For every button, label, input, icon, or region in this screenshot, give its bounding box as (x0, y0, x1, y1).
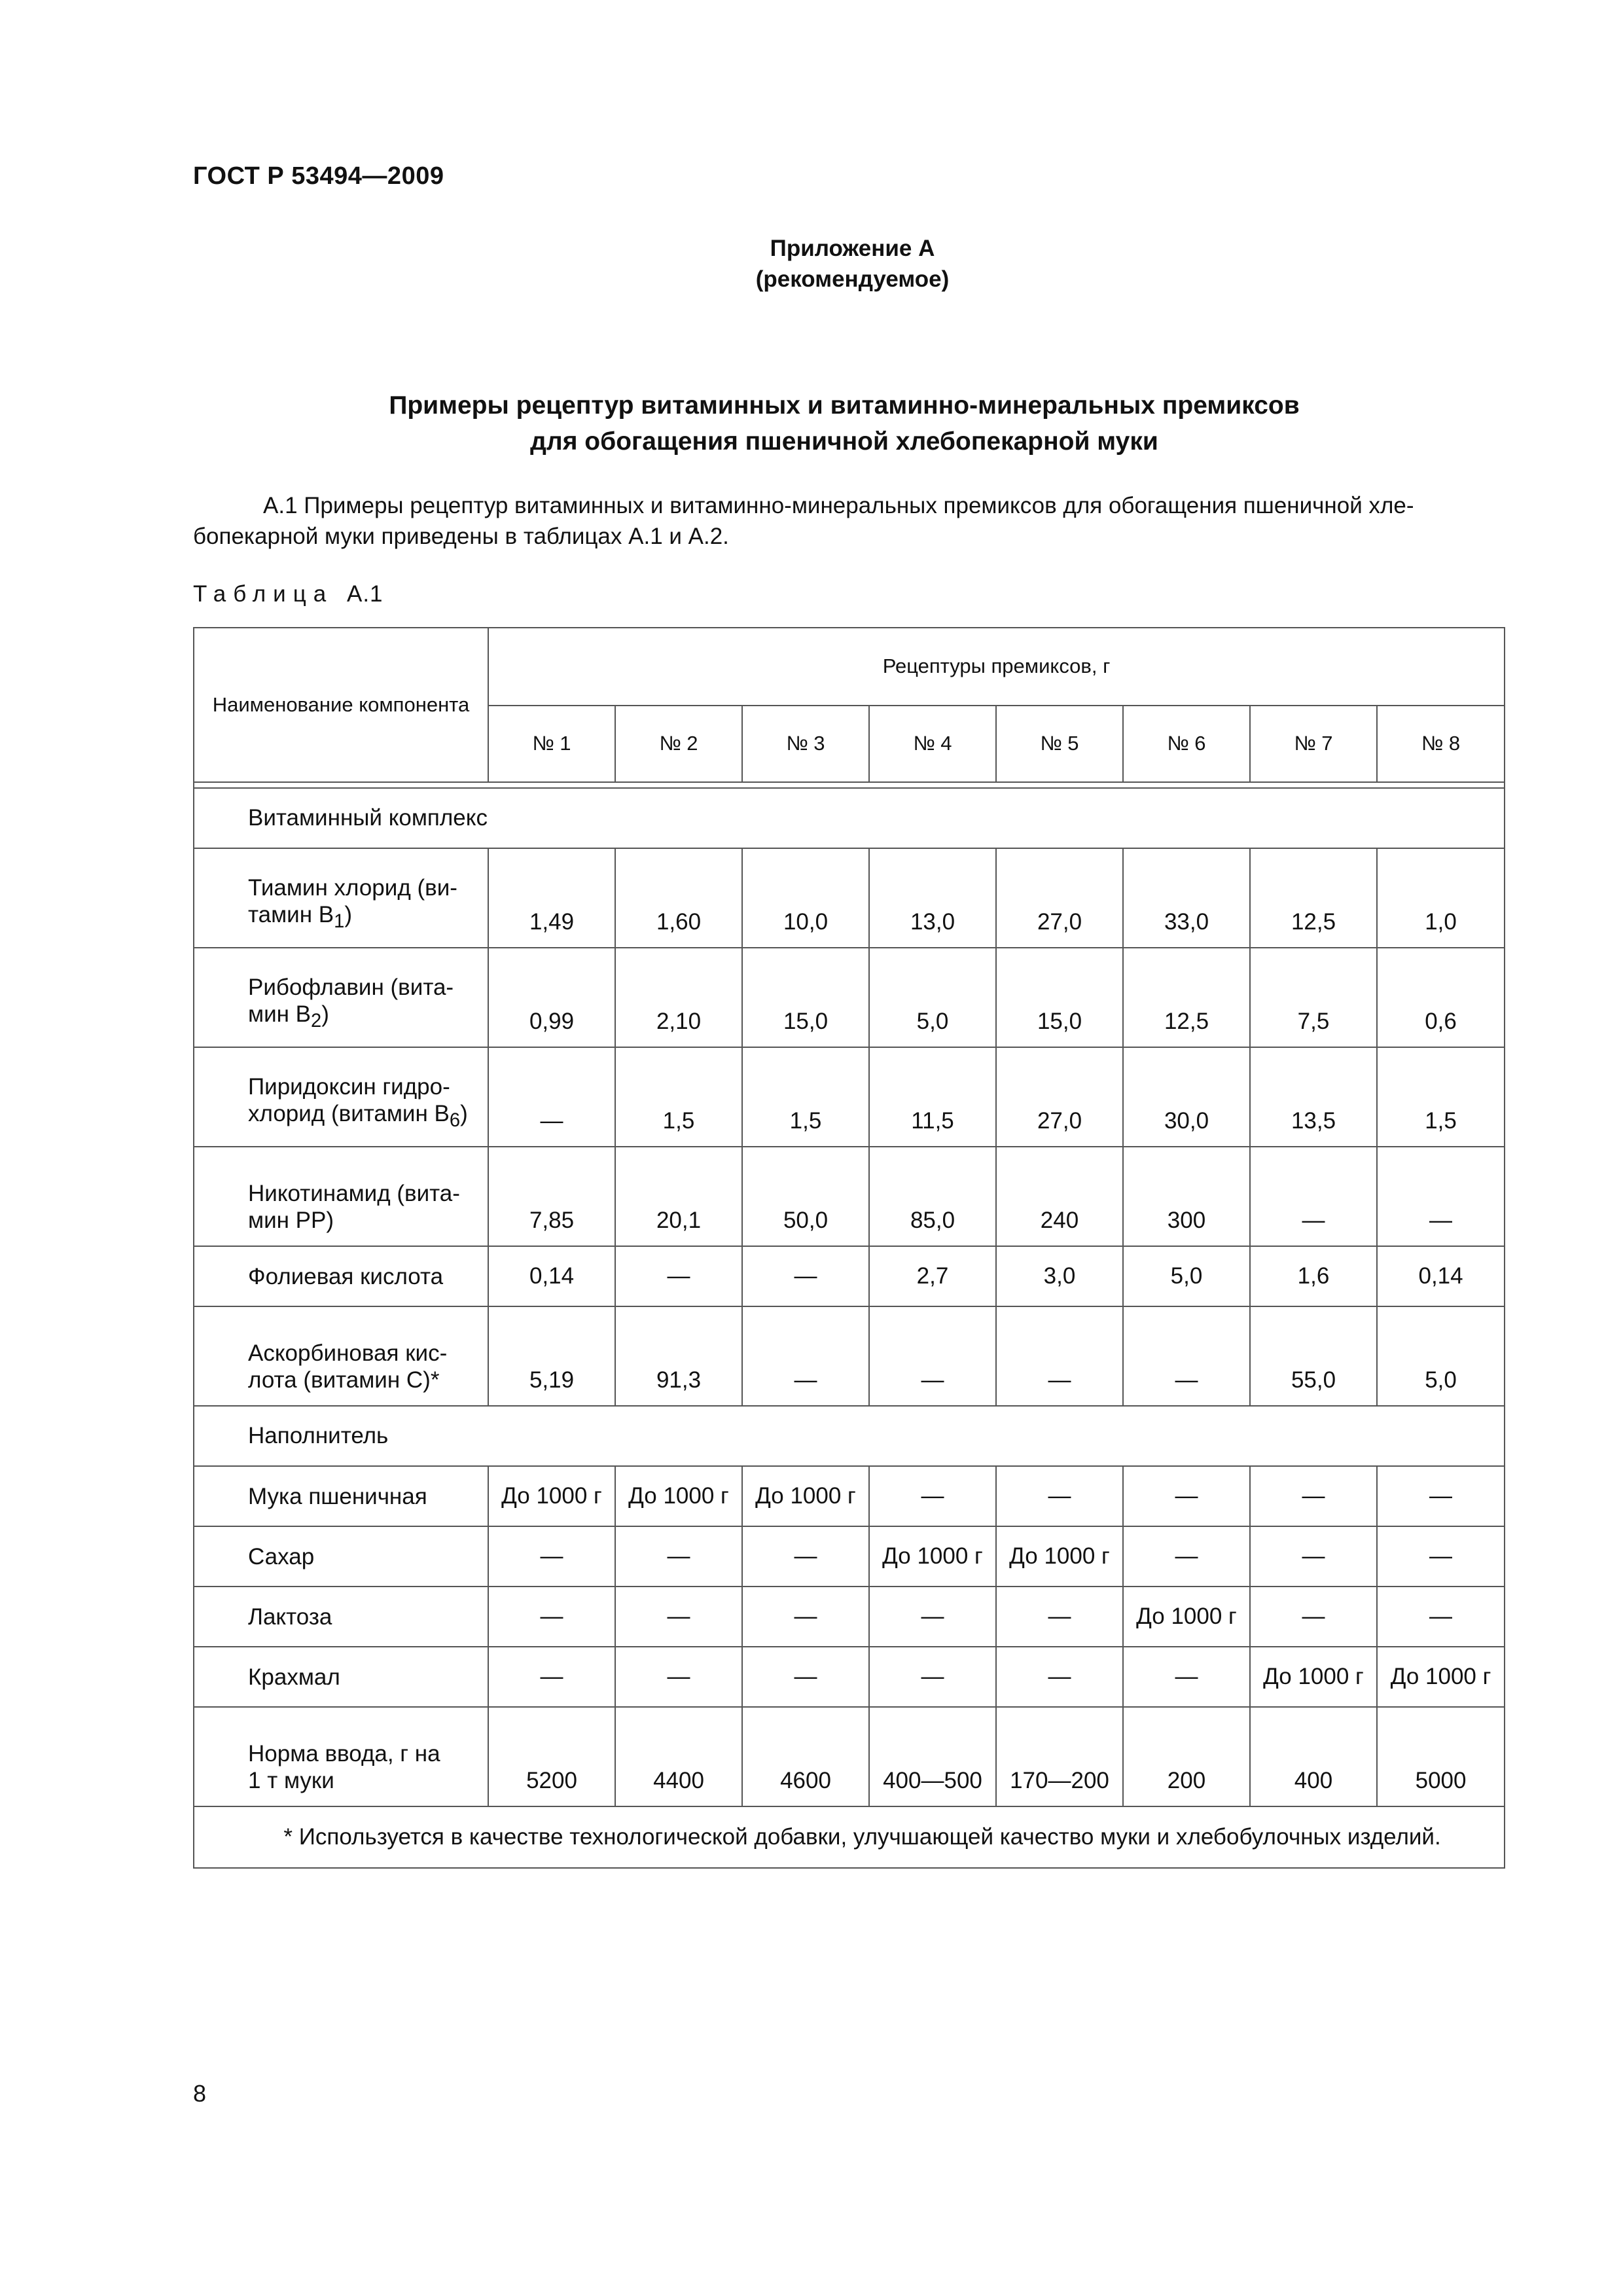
header-col-1: № 1 (488, 706, 615, 783)
header-component-name: Наименование компонента (194, 628, 488, 782)
cell-value: — (996, 1306, 1123, 1406)
cell-value: — (1250, 1587, 1377, 1647)
cell-value: До 1000 г (869, 1526, 996, 1587)
cell-value: 1,60 (615, 848, 742, 948)
row-name (194, 1147, 488, 1246)
cell-value: 4400 (615, 1707, 742, 1806)
row-name-part: Аскорбиновая кис- (248, 1340, 448, 1366)
row-name-part: лота (витамин С)* (248, 1367, 440, 1393)
cell-value: 400—500 (869, 1707, 996, 1806)
cell-value: 1,5 (742, 1047, 869, 1147)
cell-value: — (869, 1306, 996, 1406)
cell-value: — (996, 1466, 1123, 1526)
cell-value: 1,5 (615, 1047, 742, 1147)
header-col-3: № 3 (742, 706, 869, 783)
cell-value: — (1250, 1526, 1377, 1587)
cell-value: 55,0 (1250, 1306, 1377, 1406)
cell-value: 3,0 (996, 1246, 1123, 1306)
row-name-part: мин РР) (248, 1208, 334, 1233)
cell-value: — (1123, 1466, 1250, 1526)
header-col-2: № 2 (615, 706, 742, 783)
appendix-heading (0, 233, 1623, 295)
cell-value: 0,14 (488, 1246, 615, 1306)
cell-value: — (488, 1647, 615, 1707)
row-name-part: ) (460, 1101, 468, 1126)
row-name: Лактоза (194, 1587, 488, 1647)
cell-value: 13,0 (869, 848, 996, 948)
cell-value: — (1123, 1306, 1250, 1406)
table-row (194, 848, 1505, 948)
cell-value: 300 (1123, 1147, 1250, 1246)
section-filler: Наполнитель (194, 1406, 1505, 1466)
cell-value: 5,19 (488, 1306, 615, 1406)
cell-value: 50,0 (742, 1147, 869, 1246)
table-caption-word: Таблица (193, 581, 334, 607)
row-name-part: хлорид (витамин В (248, 1101, 450, 1126)
row-name (194, 1707, 488, 1806)
cell-value: 15,0 (742, 948, 869, 1047)
page-number: 8 (193, 2080, 207, 2107)
cell-value: 5200 (488, 1707, 615, 1806)
cell-value: 5,0 (869, 948, 996, 1047)
cell-value: До 1000 г (1377, 1647, 1505, 1707)
header-recipes: Рецептуры премиксов, г (488, 628, 1505, 706)
cell-value: 10,0 (742, 848, 869, 948)
cell-value: 12,5 (1250, 848, 1377, 948)
cell-value: 400 (1250, 1707, 1377, 1806)
cell-value: 30,0 (1123, 1047, 1250, 1147)
row-name: Фолиевая кислота (194, 1246, 488, 1306)
cell-value: — (1250, 1147, 1377, 1246)
row-name (194, 848, 488, 948)
cell-value: 1,0 (1377, 848, 1505, 948)
title-line-2: для обогащения пшеничной хлебопекарной муки (530, 427, 1158, 456)
cell-value: — (615, 1647, 742, 1707)
cell-value: 91,3 (615, 1306, 742, 1406)
cell-value: 0,6 (1377, 948, 1505, 1047)
cell-value: 27,0 (996, 848, 1123, 948)
section-vitamins: Витаминный комплекс (194, 788, 1505, 848)
cell-value: 1,6 (1250, 1246, 1377, 1306)
row-name (194, 1306, 488, 1406)
cell-value: — (1250, 1466, 1377, 1526)
table-row (194, 1707, 1505, 1806)
row-name: Крахмал (194, 1647, 488, 1707)
header-col-5: № 5 (996, 706, 1123, 783)
cell-value: 12,5 (1123, 948, 1250, 1047)
row-name (194, 1047, 488, 1147)
cell-value: — (1123, 1647, 1250, 1707)
intro-line-2: бопекарной муки приведены в таблицах А.1 и А.2. (193, 524, 729, 549)
title-line-1: Примеры рецептур витаминных и витаминно-минеральных премиксов (389, 391, 1300, 420)
cell-value: 2,7 (869, 1246, 996, 1306)
table-row (194, 1246, 1505, 1306)
cell-value: 15,0 (996, 948, 1123, 1047)
cell-value: 7,5 (1250, 948, 1377, 1047)
cell-value: — (742, 1306, 869, 1406)
cell-value: — (742, 1647, 869, 1707)
table-row (194, 1306, 1505, 1406)
cell-value: — (742, 1587, 869, 1647)
intro-text-1: А.1 Примеры рецептур витаминных и витаминно-минеральных премиксов для обогащения пшеничной хле- (263, 493, 1414, 518)
cell-value: До 1000 г (742, 1466, 869, 1526)
cell-value: 11,5 (869, 1047, 996, 1147)
row-name-part: мин В (248, 1001, 312, 1027)
cell-value: До 1000 г (488, 1466, 615, 1526)
header-separator (194, 782, 1505, 788)
cell-value: — (615, 1587, 742, 1647)
cell-value: 20,1 (615, 1147, 742, 1246)
row-name-part: ) (321, 1001, 329, 1027)
row-name-part: 1 т муки (248, 1768, 334, 1793)
row-name-part: Норма ввода, г на (248, 1741, 440, 1767)
cell-value: 13,5 (1250, 1047, 1377, 1147)
cell-value: До 1000 г (1123, 1587, 1250, 1647)
cell-value: 240 (996, 1147, 1123, 1246)
cell-value: 170—200 (996, 1707, 1123, 1806)
table-footnote: * Используется в качестве технологической добавки, улучшающей качество муки и хлебобулочных изделий. (194, 1806, 1505, 1868)
cell-value: — (1123, 1526, 1250, 1587)
cell-value: — (869, 1647, 996, 1707)
cell-value: — (488, 1587, 615, 1647)
table-row (194, 1647, 1505, 1707)
table-caption-number: А.1 (346, 581, 383, 607)
cell-value: До 1000 г (996, 1526, 1123, 1587)
cell-value: — (742, 1246, 869, 1306)
intro-line-1 (193, 490, 1503, 521)
cell-value: — (996, 1587, 1123, 1647)
appendix-status: (рекомендуемое) (755, 266, 950, 292)
row-name-part: тамин В (248, 902, 334, 927)
cell-value: 0,99 (488, 948, 615, 1047)
row-name (194, 948, 488, 1047)
table-row (194, 1047, 1505, 1147)
cell-value: 33,0 (1123, 848, 1250, 948)
cell-value: 2,10 (615, 948, 742, 1047)
cell-value: До 1000 г (615, 1466, 742, 1526)
row-name-part: Тиамин хлорид (ви- (248, 875, 457, 901)
appendix-label: Приложение А (770, 236, 935, 261)
cell-value: — (869, 1587, 996, 1647)
document-title (0, 387, 1623, 459)
table-row (194, 1466, 1505, 1526)
cell-value: — (615, 1526, 742, 1587)
table-row (194, 1147, 1505, 1246)
header-col-6: № 6 (1123, 706, 1250, 783)
cell-value: 0,14 (1377, 1246, 1505, 1306)
row-name-part: Рибофлавин (вита- (248, 975, 454, 1000)
row-name-subscript: 2 (311, 1011, 322, 1031)
premix-table (193, 627, 1505, 1869)
cell-value: — (1377, 1466, 1505, 1526)
cell-value: — (996, 1647, 1123, 1707)
header-col-4: № 4 (869, 706, 996, 783)
cell-value: — (869, 1466, 996, 1526)
cell-value: 200 (1123, 1707, 1250, 1806)
cell-value: 85,0 (869, 1147, 996, 1246)
cell-value: — (1377, 1587, 1505, 1647)
cell-value: 1,5 (1377, 1047, 1505, 1147)
intro-paragraph (193, 490, 1503, 552)
cell-value: 27,0 (996, 1047, 1123, 1147)
cell-value: До 1000 г (1250, 1647, 1377, 1707)
row-name: Сахар (194, 1526, 488, 1587)
row-name-part: Пиридоксин гидро- (248, 1074, 450, 1100)
cell-value: 1,49 (488, 848, 615, 948)
table-row (194, 1587, 1505, 1647)
cell-value: 5000 (1377, 1707, 1505, 1806)
row-name-part: ) (344, 902, 352, 927)
cell-value: — (1377, 1147, 1505, 1246)
row-name-part: Никотинамид (вита- (248, 1181, 460, 1206)
cell-value: 7,85 (488, 1147, 615, 1246)
cell-value: — (488, 1047, 615, 1147)
table-row (194, 948, 1505, 1047)
cell-value: — (488, 1526, 615, 1587)
header-col-7: № 7 (1250, 706, 1377, 783)
table-row (194, 1526, 1505, 1587)
cell-value: 5,0 (1123, 1246, 1250, 1306)
row-name-subscript: 1 (334, 911, 345, 932)
row-name: Мука пшеничная (194, 1466, 488, 1526)
cell-value: 4600 (742, 1707, 869, 1806)
cell-value: — (742, 1526, 869, 1587)
cell-value: — (615, 1246, 742, 1306)
header-col-8: № 8 (1377, 706, 1505, 783)
cell-value: 5,0 (1377, 1306, 1505, 1406)
table-caption (193, 581, 383, 607)
standard-code: ГОСТ Р 53494—2009 (193, 162, 444, 190)
cell-value: — (1377, 1526, 1505, 1587)
row-name-subscript: 6 (449, 1110, 461, 1131)
